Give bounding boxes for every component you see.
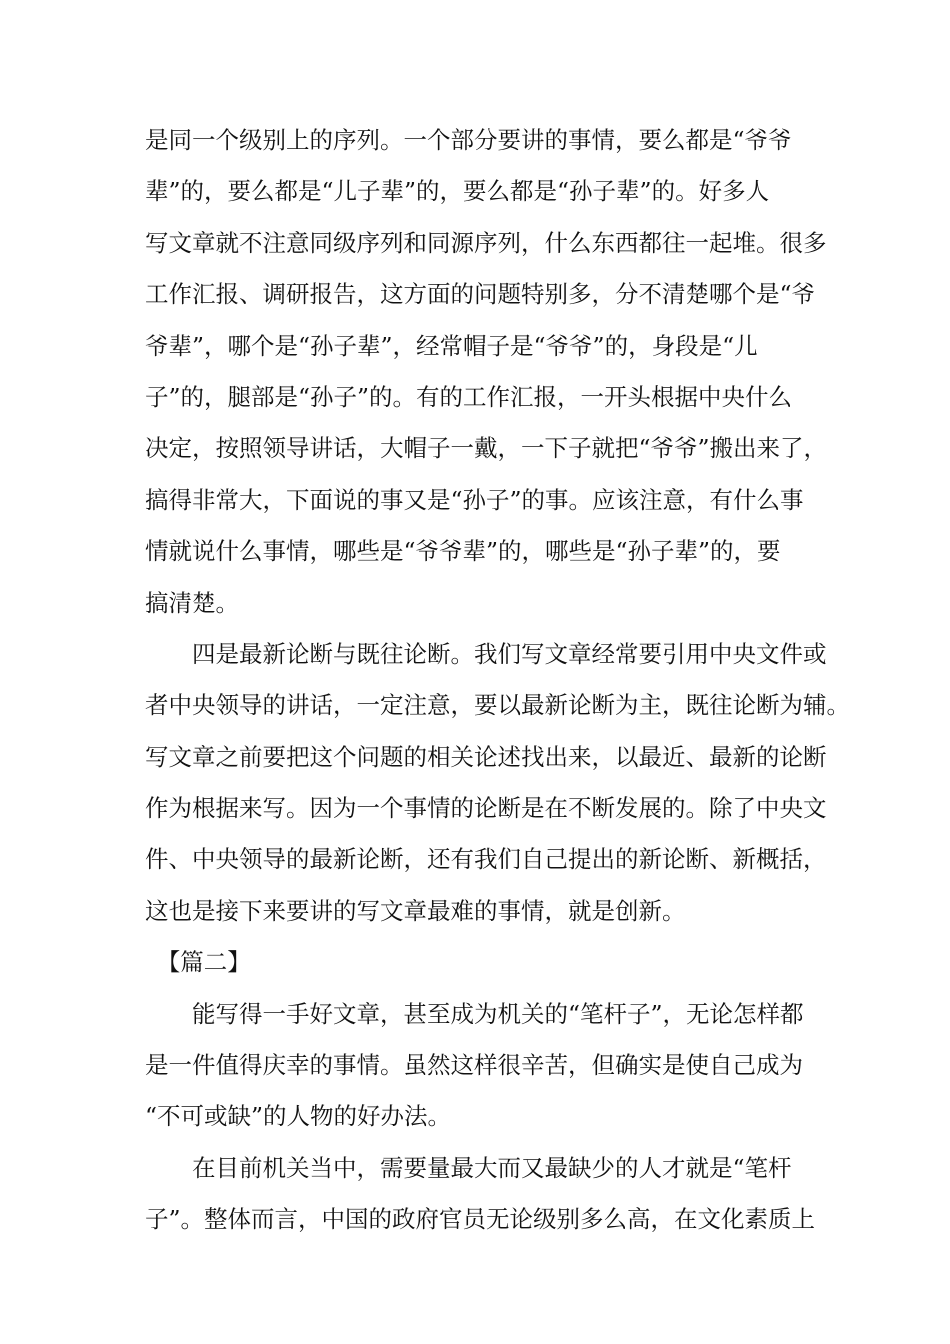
- text-line: 件、中央领导的最新论断，还有我们自己提出的新论断、新概括，: [145, 845, 827, 874]
- text-line: 写文章就不注意同级序列和同源序列，什么东西都往一起堆。很多: [145, 228, 827, 257]
- text-line: 搞清楚。: [145, 588, 239, 617]
- text-line: 工作汇报、调研报告，这方面的问题特别多，分不清楚哪个是“爷: [145, 280, 816, 309]
- text-line: 决定，按照领导讲话，大帽子一戴，一下子就把“爷爷”搬出来了，: [145, 434, 828, 463]
- text-line: 在目前机关当中，需要量最大而又最缺少的人才就是“笔杆: [145, 1153, 792, 1182]
- text-line: 情就说什么事情，哪些是“爷爷辈”的，哪些是“孙子辈”的，要: [145, 537, 781, 566]
- text-line: 辈”的，要么都是“儿子辈”的，要么都是“孙子辈”的。好多人: [145, 177, 770, 206]
- text-line: 是同一个级别上的序列。一个部分要讲的事情，要么都是“爷爷: [145, 126, 792, 154]
- text-line: 能写得一手好文章，甚至成为机关的“笔杆子”，无论怎样都: [145, 999, 804, 1028]
- text-line: 者中央领导的讲话，一定注意，要以最新论断为主，既往论断为辅。: [145, 691, 850, 720]
- text-line: 子”。整体而言，中国的政府官员无论级别多么高，在文化素质上: [145, 1205, 816, 1234]
- text-line: 是一件值得庆幸的事情。虽然这样很辛苦，但确实是使自己成为: [145, 1051, 803, 1080]
- text-line: 四是最新论断与既往论断。我们写文章经常要引用中央文件或: [145, 639, 827, 668]
- text-line: “不可或缺”的人物的好办法。: [145, 1102, 452, 1131]
- text-line: 子”的，腿部是“孙子”的。有的工作汇报，一开头根据中央什么: [145, 382, 793, 411]
- text-line: 写文章之前要把这个问题的相关论述找出来，以最近、最新的论断: [145, 742, 827, 771]
- text-line: 作为根据来写。因为一个事情的论断是在不断发展的。除了中央文: [145, 794, 827, 823]
- text-line: 搞得非常大，下面说的事又是“孙子”的事。应该注意，有什么事: [145, 485, 804, 514]
- text-line: 爷辈”，哪个是“孙子辈”，经常帽子是“爷爷”的，身段是“儿: [145, 331, 758, 360]
- text-line: 这也是接下来要讲的写文章最难的事情，就是创新。: [145, 896, 686, 925]
- section-heading: 【篇二】: [145, 948, 251, 977]
- body-text: [145, 120, 850, 1251]
